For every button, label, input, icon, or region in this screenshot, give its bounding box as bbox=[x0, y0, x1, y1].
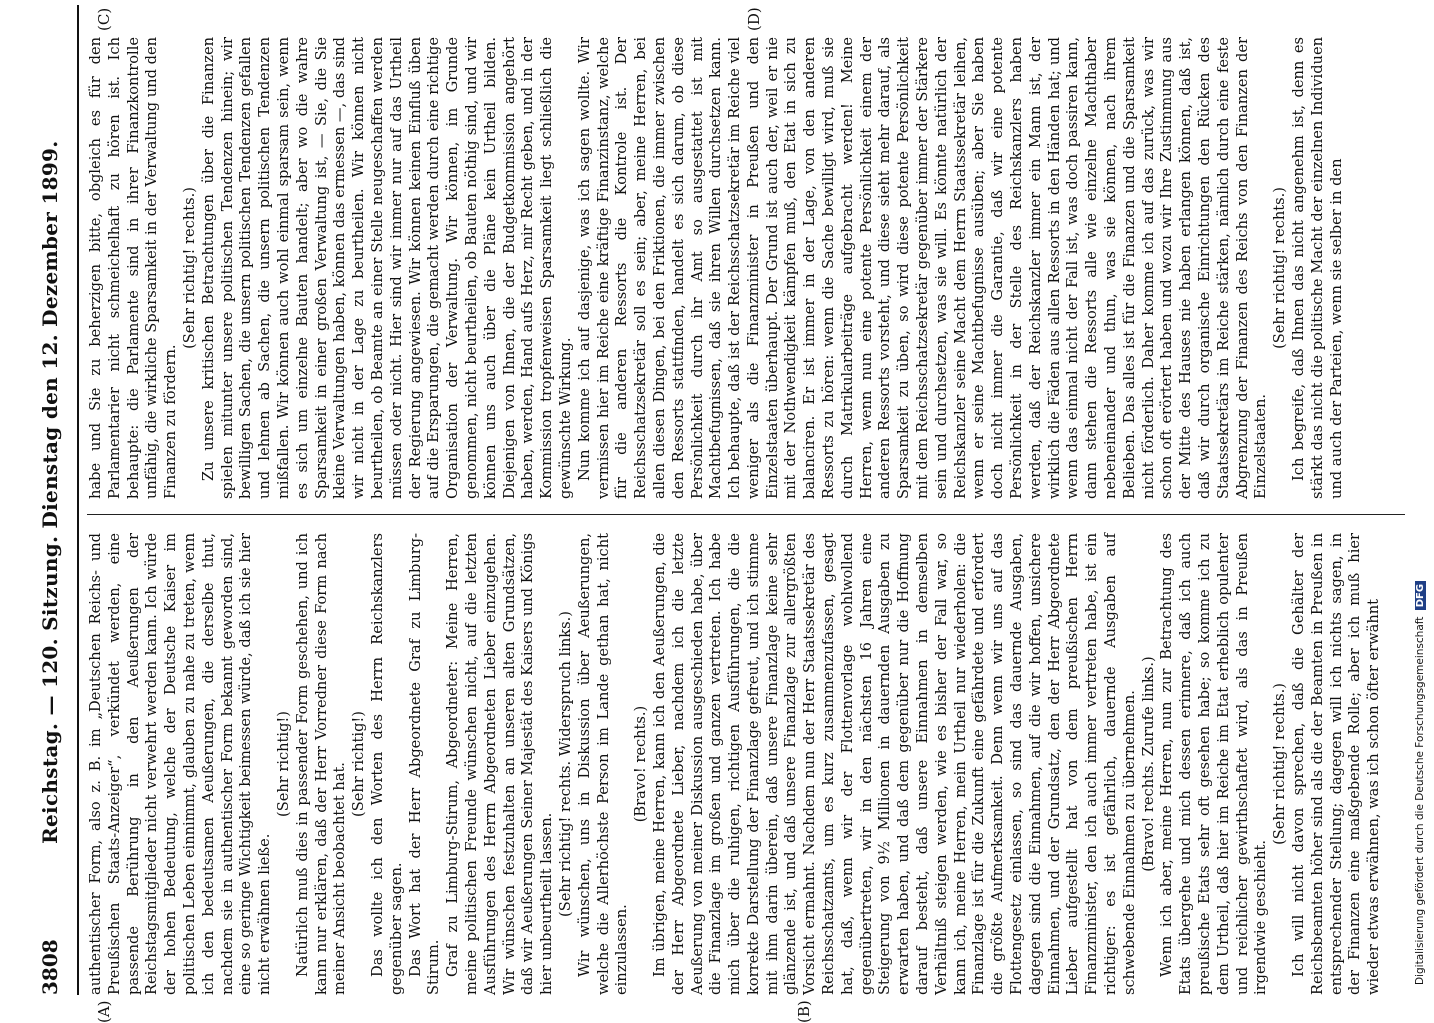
header-rule bbox=[77, 5, 79, 995]
interjection: (Bravo! rechts. Zurufe links.) bbox=[1139, 656, 1157, 872]
page-number: 3808 bbox=[38, 939, 62, 995]
digitization-sidebar bbox=[1412, 0, 1434, 1000]
paragraph: Das Wort hat der Herr Abgeordnete Graf zu Limburg-Stirum. bbox=[406, 533, 443, 995]
paragraph: Im übrigen, meine Herren, kann ich den Aeußerungen, die der Herr Abgeordnete Lieber, nachdem ich die letzte Aeußerung von meiner Diskussion ausgeschieden habe, über die Finanzlage im großen und ganzen vertreten. Ich habe mich über die ruhigen, richtigen Ausführungen, die die korrekte Darstellung der Finanzlage gefreut, und ich stimme mit ihm darin überein, daß unsere Finanzlage keine sehr glänzende ist, und daß unsere Finanzlage zur allergrößten Vorsicht ermahnt. Nachdem nun der Herr Staatssekretär des Reichsschatzamts, um es kurz zusammenzufassen, gesagt hat, daß, wenn wir der Flottenvorlage wohlwollend gegenübertreten, wir in den nächsten 16 Jahren eine Steigerung von 9½ Millionen in dauernden Ausgaben zu erwarten haben, und daß dem gegenüber nur die Hoffnung darauf besteht, daß unsere Einnahmen in demselben Verhältniß steigen werden, wie es bisher der Fall war, so kann ich, meine Herren, mein Urtheil nur wiederholen: die Finanzlage ist für die Zukunft eine gefährdete und erfordert die größte Aufmerksamkeit. Denn wenn wir uns auf das Flottengesetz einlassen, so sind das dauernde Ausgaben, dagegen sind die Einnahmen, auf die wir hoffen, unsichere Einnahmen, und der Grundsatz, den der Herr Abgeordnete Lieber aufgestellt hat von dem preußischen Herrn Finanzminister, den ich auch immer vertreten habe, ist ein richtiger: es ist gefährlich, dauernde Ausgaben auf schwebende Einnahmen zu übernehmen. bbox=[650, 533, 1138, 995]
interjection: (Sehr richtig!) bbox=[274, 711, 292, 817]
paragraph: Wenn ich aber, meine Herren, nun zur Betrachtung des Etats übergehe und mich dessen erinnere, daß ich auch preußische Etats sehr oft gesehen habe; so komme ich zu dem Urtheil, daß hier im Reiche im Etat erheblich opulenter und reichlicher gewirthschaftet wird, als das in Preußen irgendwie geschieht. bbox=[1158, 533, 1270, 995]
paragraph: Natürlich muß dies in passender Form geschehen, und ich kann nur erklären, daß der Herr Vorredner diese Form nach meiner Ansicht beobachtet hat. bbox=[293, 533, 349, 995]
paragraph: Ich will nicht davon sprechen, daß die Gehälter der Reichsbeamten höher sind als die der Beamten in Preußen in entsprechender Stellung; dagegen will ich nichts sagen, in der Finanzen eine maßgebende Rolle; aber ich muß hier wieder etwas erwähnen, was ich schon öfter erwähnt bbox=[1290, 533, 1383, 995]
rotated-page bbox=[25, 5, 1405, 1023]
margin-marker-b: (B) bbox=[795, 1000, 813, 1023]
paragraph: Das wollte ich den Worten des Herrn Reichskanzlers gegenüber sagen. bbox=[368, 533, 405, 995]
page-header bbox=[25, 5, 75, 995]
credit-text: Digitalisierung gefördert durch die Deutsche Forschungsgemeinschaft bbox=[1414, 616, 1426, 985]
paragraph: Nun komme ich auf dasjenige, was ich sagen wollte. Wir vermissen hier im Reiche eine kräftige Finanzinstanz, welche für die anderen Ressorts die Kontrole ist. Der Reichsschatzsekretär soll es sein; aber, meine Herren, bei allen diesen Dingen, bei den Friktionen, die immer zwischen den Ressorts stattfinden, handelt es sich darum, ob diese Persönlichkeit durch ihr Amt so ausgestattet ist mit Machtbefugnissen, daß sie ihren Willen durchsetzen kann. Ich behaupte, daß ist der Reichsschatzsekretär im Reiche viel weniger als die Finanzminister in Preußen und den Einzelstaaten überhaupt. Der Grund ist auch der, weil er nie mit der Nothwendigkeit kämpfen muß, den Etat in sich zu balanciren. Er ist immer in der Lage, von den anderen Ressorts zu hören: wenn die Sache bewilligt wird, muß sie durch Matrikularbeiträge aufgebracht werden! Meine Herren, wenn nun eine potente Persönlichkeit einem der anderen Ressorts vorsteht, und diese sieht mehr darauf, als Sparsamkeit zu üben, so wird diese potente Persönlichkeit mit dem Reichsschatzsekretär gegenüber immer der Stärkere sein und durchsetzen, was sie will. Es könnte natürlich der Reichskanzler seine Macht dem Herrn Staatssekretär leihen, wenn er seine Machtbefugnisse ausüben; aber Sie haben doch nicht immer die Garantie, daß wir eine potente Persönlichkeit in der Stelle des Reichskanzlers haben werden, daß der Reichskanzler immer ein Mann ist, der wirklich die Fäden aus allen Ressorts in den Händen hat; und wenn das einmal nicht der Fall ist, was doch passiren kann, dann stehen die Ressorts alle wie einzelne Machthaber nebeneinander und thun, was sie können, nach ihrem Belieben. Das alles ist für die Finanzen und die Sparsamkeit nicht förderlich. Daher komme ich auf das zurück, was wir schon oft erörtert haben und wozu wir Ihre Zustimmung aus der Mitte des Hauses nie haben erlangen können, daß ist, daß wir durch organische Einrichtungen den Rücken des Staatssekretärs im Reiche stärken, nämlich durch eine feste Abgrenzung der Finanzen des Reichs von den Finanzen der Einzelstaaten. bbox=[575, 37, 1270, 499]
margin-marker-d: (D) bbox=[745, 7, 763, 31]
page-title: Reichstag. — 120. Sitzung. Dienstag den 12. Dezember 1899. bbox=[38, 140, 62, 844]
column-divider bbox=[87, 514, 1405, 515]
paragraph: habe und Sie zu beherzigen bitte, obgleich es für den Parlamentarier nicht schmeichelhaft zu hören ist. Ich behaupte: die Parlamente sind in ihrer Finanzkontrolle unfähig, die wirkliche Sparsamkeit in der Verwaltung und den Finanzen zu fördern. bbox=[87, 37, 180, 499]
right-column bbox=[87, 37, 1405, 499]
interjection: (Sehr richtig! rechts. Widerspruch links.) bbox=[556, 611, 574, 917]
digitization-credit bbox=[1414, 581, 1426, 985]
paragraph: authentischer Form, also z. B. im „Deutschen Reichs- und Preußischen Staats-Anzeiger“, verkündet werden, eine passende Berührung in den Aeußerungen der Reichstagsmitglieder nicht verwehrt werden kann. Ich würde der hohen Bedeutung, welche der Deutsche Kaiser im politischen Leben einnimmt, glauben zu nahe zu treten, wenn ich den bedeutsamen Aeußerungen, die derselbe thut, nachdem sie in authentischer Form bekannt geworden sind, eine so geringe Wichtigkeit beimessen würde, daß ich sie hier nicht erwähnen ließe. bbox=[87, 533, 274, 995]
interjection: (Bravo! rechts.) bbox=[632, 705, 650, 823]
margin-marker-c: (C) bbox=[95, 7, 113, 31]
left-column bbox=[87, 533, 1405, 995]
paragraph: Ich begreife, daß Ihnen das nicht angenehm ist, denn es stärkt das nicht die politische Macht der einzelnen Individuen und auch der Parteien, wenn sie selber in den bbox=[1290, 37, 1345, 499]
paragraph: Zu unsere kritischen Betrachtungen über die Finanzen spielen mitunter unsere politischen Tendenzen hinein; wir bewilligen Sachen, die unsern politischen Tendenzen gefallen und lehnen ab Sachen, die unsern politischen Tendenzen mißfallen. Wir können auch wohl einmal sparsam sein, wenn es sich um einzelne Bauten handelt; aber wo die wahre Sparsamkeit in einer großen Verwaltung ist, — Sie, die Sie kleine Verwaltungen haben, können das ermessen —, das sind wir nicht in der Lage zu beurtheilen. Wir können nicht beurtheilen, ob Beamte an einer Stelle neugeschaffen werden müssen oder nicht. Hier sind wir immer nur auf das Urtheil der Regierung angewiesen. Wir können keinen Einfluß üben auf die Ersparungen, die gemacht werden durch eine richtige Organisation der Verwaltung. Wir können, im Grunde genommen, nicht beurtheilen, ob Bauten nöthig sind, und wir können uns auch über die Pläne kein Urtheil bilden. Diejenigen von Ihnen, die der Budgetkommission angehört haben, werden, Hand aufs Herz, mir Recht geben, und in der Kommission tropfenweisen Sparsamkeit liegt schließlich die gewünschte Wirkung. bbox=[199, 37, 574, 499]
interjection: (Sehr richtig! rechts.) bbox=[180, 187, 198, 349]
paragraph: Wir wünschen, uns in Diskussion über Aeußerungen, welche die Allerhöchste Person im Lande gethan hat, nicht einzulassen. bbox=[575, 533, 631, 995]
margin-marker-a: (A) bbox=[95, 1000, 113, 1023]
paragraph: Graf zu Limburg-Stirum, Abgeordneter: Meine Herren, meine politischen Freunde wünschen nicht, auf die letzten Ausführungen des Herrn Abgeordneten Lieber einzugehen. Wir wünschen festzuhalten an unseren alten Grundsätzen, daß wir Aeußerungen Seiner Majestät des Kaisers und Königs hier unbeurtheilt lassen. bbox=[444, 533, 556, 995]
interjection: (Sehr richtig! rechts.) bbox=[1271, 187, 1289, 349]
dfg-logo: DFG bbox=[1415, 581, 1426, 610]
interjection: (Sehr richtig! rechts.) bbox=[1271, 683, 1289, 845]
interjection: (Sehr richtig!) bbox=[350, 711, 368, 817]
